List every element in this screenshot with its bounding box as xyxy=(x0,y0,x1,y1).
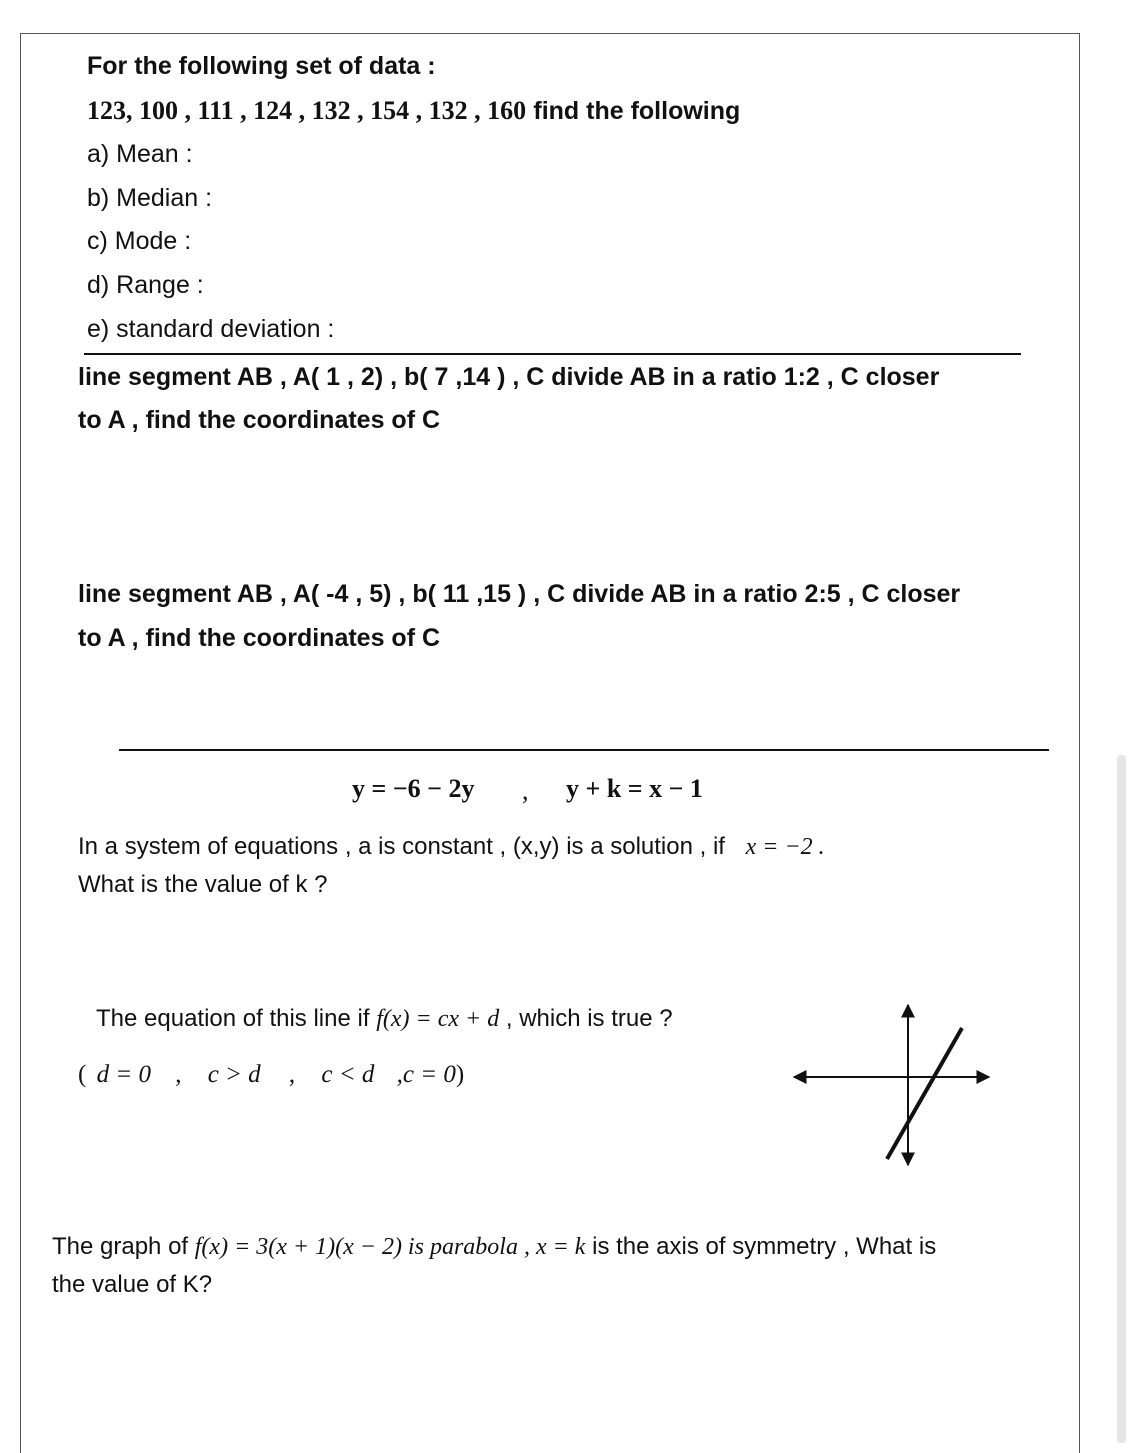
q5-open-paren: ( xyxy=(78,1061,87,1088)
q5-function: f(x) = cx + d xyxy=(376,1006,500,1032)
q6-suffix: is the axis of symmetry , What is xyxy=(592,1233,937,1260)
q5-option-4: ,c = 0 xyxy=(396,1061,456,1088)
q4-equation-1: y = −6 − 2y xyxy=(352,774,475,803)
q4-separator: , xyxy=(522,776,529,805)
q3-line1: line segment AB , A( -4 , 5) , b( 11 ,15 ) , C divide AB in a ratio 2:5 , C closer xyxy=(78,580,961,608)
q1-heading: For the following set of data : xyxy=(87,52,436,80)
q1-numbers: 123, 100 , 111 , 124 , 132 , 154 , 132 , 160 xyxy=(87,96,527,125)
q5-option-1: d = 0 xyxy=(96,1061,151,1088)
q6-function: f(x) = 3(x + 1)(x − 2) is parabola , x = k xyxy=(194,1234,586,1260)
q4-text-line2: What is the value of k ? xyxy=(78,871,328,898)
scrollbar-track[interactable] xyxy=(1117,755,1126,1443)
q5-question xyxy=(96,1005,673,1033)
q1-item-range: d) Range : xyxy=(87,271,204,299)
q4-equation-2: y + k = x − 1 xyxy=(566,774,703,803)
q4-text1: In a system of equations , a is constant , (x,y) is a solution , if xyxy=(78,833,725,860)
q1-item-mode: c) Mode : xyxy=(87,227,192,255)
q5-comma-2: , xyxy=(288,1061,296,1088)
q3-line2: to A , find the coordinates of C xyxy=(78,624,441,652)
divider-2 xyxy=(119,749,1049,751)
q5-suffix: , which is true ? xyxy=(505,1005,673,1032)
q5-option-3: c < d xyxy=(321,1061,375,1088)
q2-line2: to A , find the coordinates of C xyxy=(78,406,441,434)
line-graph-figure xyxy=(780,995,1010,1175)
q5-prefix: The equation of this line if xyxy=(96,1005,370,1032)
q6-line2: the value of K? xyxy=(52,1271,213,1298)
q1-item-mean: a) Mean : xyxy=(87,140,193,168)
q5-close-paren: ) xyxy=(455,1061,465,1088)
q4-text-line1 xyxy=(78,833,825,861)
q1-item-stddev: e) standard deviation : xyxy=(87,315,335,343)
function-line xyxy=(887,1028,962,1159)
q1-item-median: b) Median : xyxy=(87,184,213,212)
q1-data-line xyxy=(87,95,740,126)
q5-option-2: c > d xyxy=(207,1061,261,1088)
q4-condition: x = −2 . xyxy=(745,834,825,860)
divider-1 xyxy=(84,353,1021,355)
q5-options xyxy=(78,1061,464,1089)
q6-prefix: The graph of xyxy=(52,1233,189,1260)
q2-line1: line segment AB , A( 1 , 2) , b( 7 ,14 ) , C divide AB in a ratio 1:2 , C closer xyxy=(78,363,940,391)
q5-comma-1: , xyxy=(175,1061,182,1088)
q1-find: find the following xyxy=(533,97,741,125)
q6-line1 xyxy=(52,1233,936,1261)
